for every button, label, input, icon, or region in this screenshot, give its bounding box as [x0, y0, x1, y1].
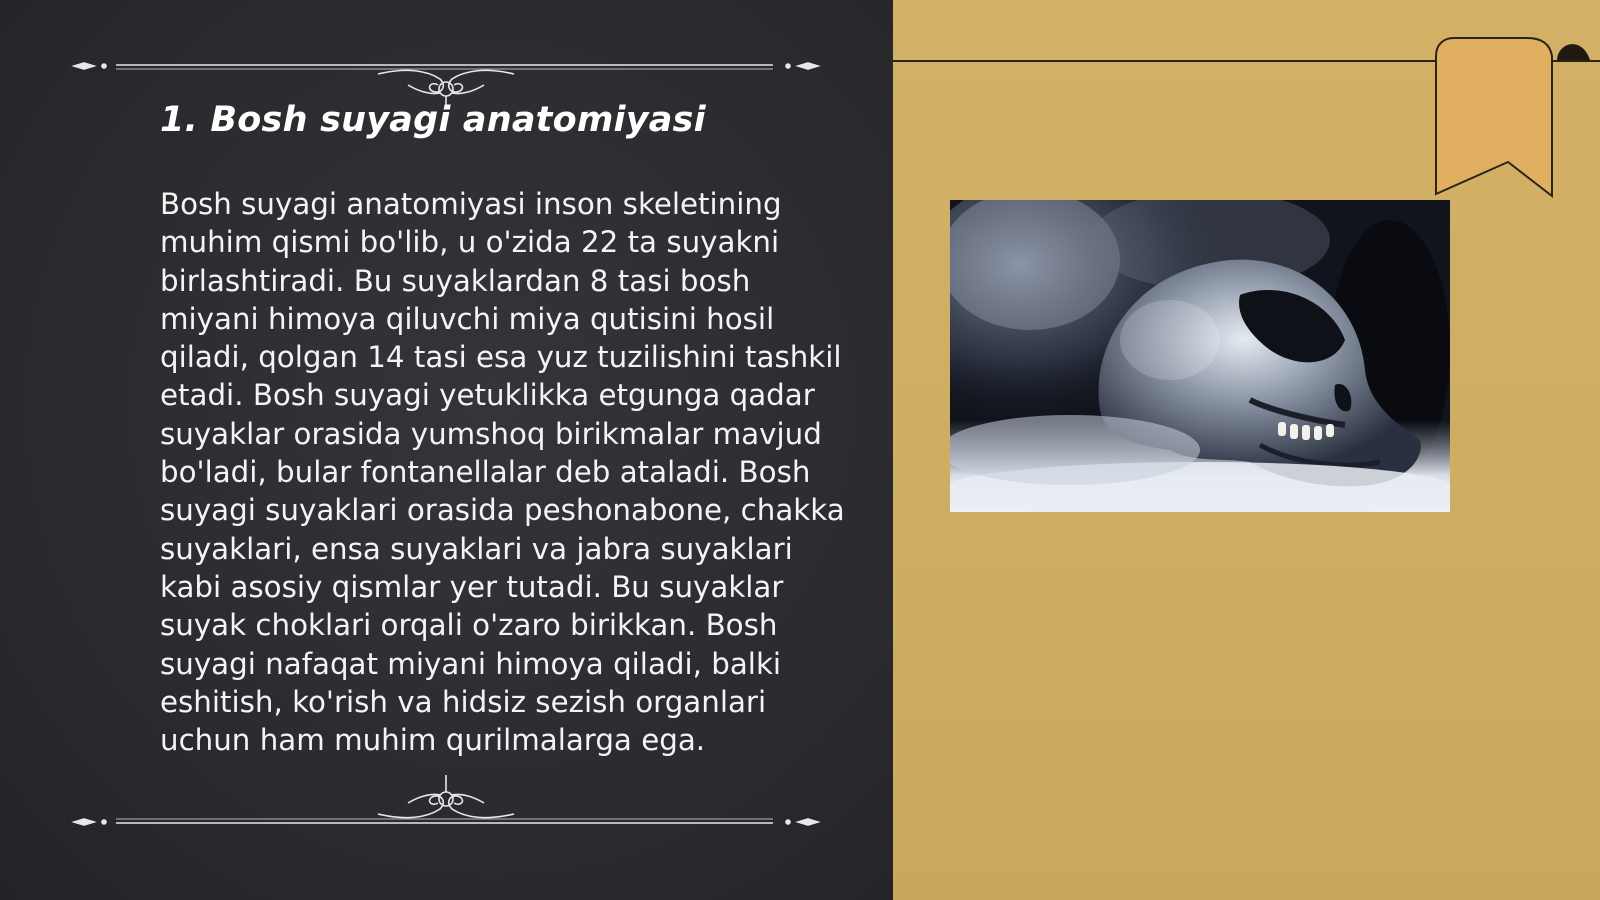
- slide-body-text: Bosh suyagi anatomiyasi inson skeletining muhim qismi bo'lib, u o'zida 22 ta suyakni birlashtiradi. Bu suyaklardan 8 tasi bosh miyani himoya qiluvchi miya qutisini hosil qiladi, qolgan 14 tasi esa yuz tuzilishini tashkil etadi. Bosh suyagi yetuklikka etgunga qadar suyaklar orasida yumshoq birikmalar mavjud bo'ladi, bular fontanellalar deb ataladi. Bosh suyagi suyaklari orasida peshonabone, chakka suyaklari, ensa suyaklari va jabra suyaklari kabi asosiy qismlar yer tutadi. Bu suyaklar suyak choklari orqali o'zaro birikkan. Bosh suyagi nafaqat miyani himoya qiladi, balki eshitish, ko'rish va hidsiz sezish organlari uchun ham muhim qurilmalarga ega.: [160, 187, 845, 758]
- ornamental-divider-top-icon: [68, 45, 824, 105]
- slide-title: 1. Bosh suyagi anatomiyasi: [160, 100, 706, 140]
- ornamental-divider-bottom-icon: [68, 775, 824, 835]
- bookmark-ribbon-icon: [1432, 34, 1592, 200]
- skull-photo: [950, 200, 1450, 512]
